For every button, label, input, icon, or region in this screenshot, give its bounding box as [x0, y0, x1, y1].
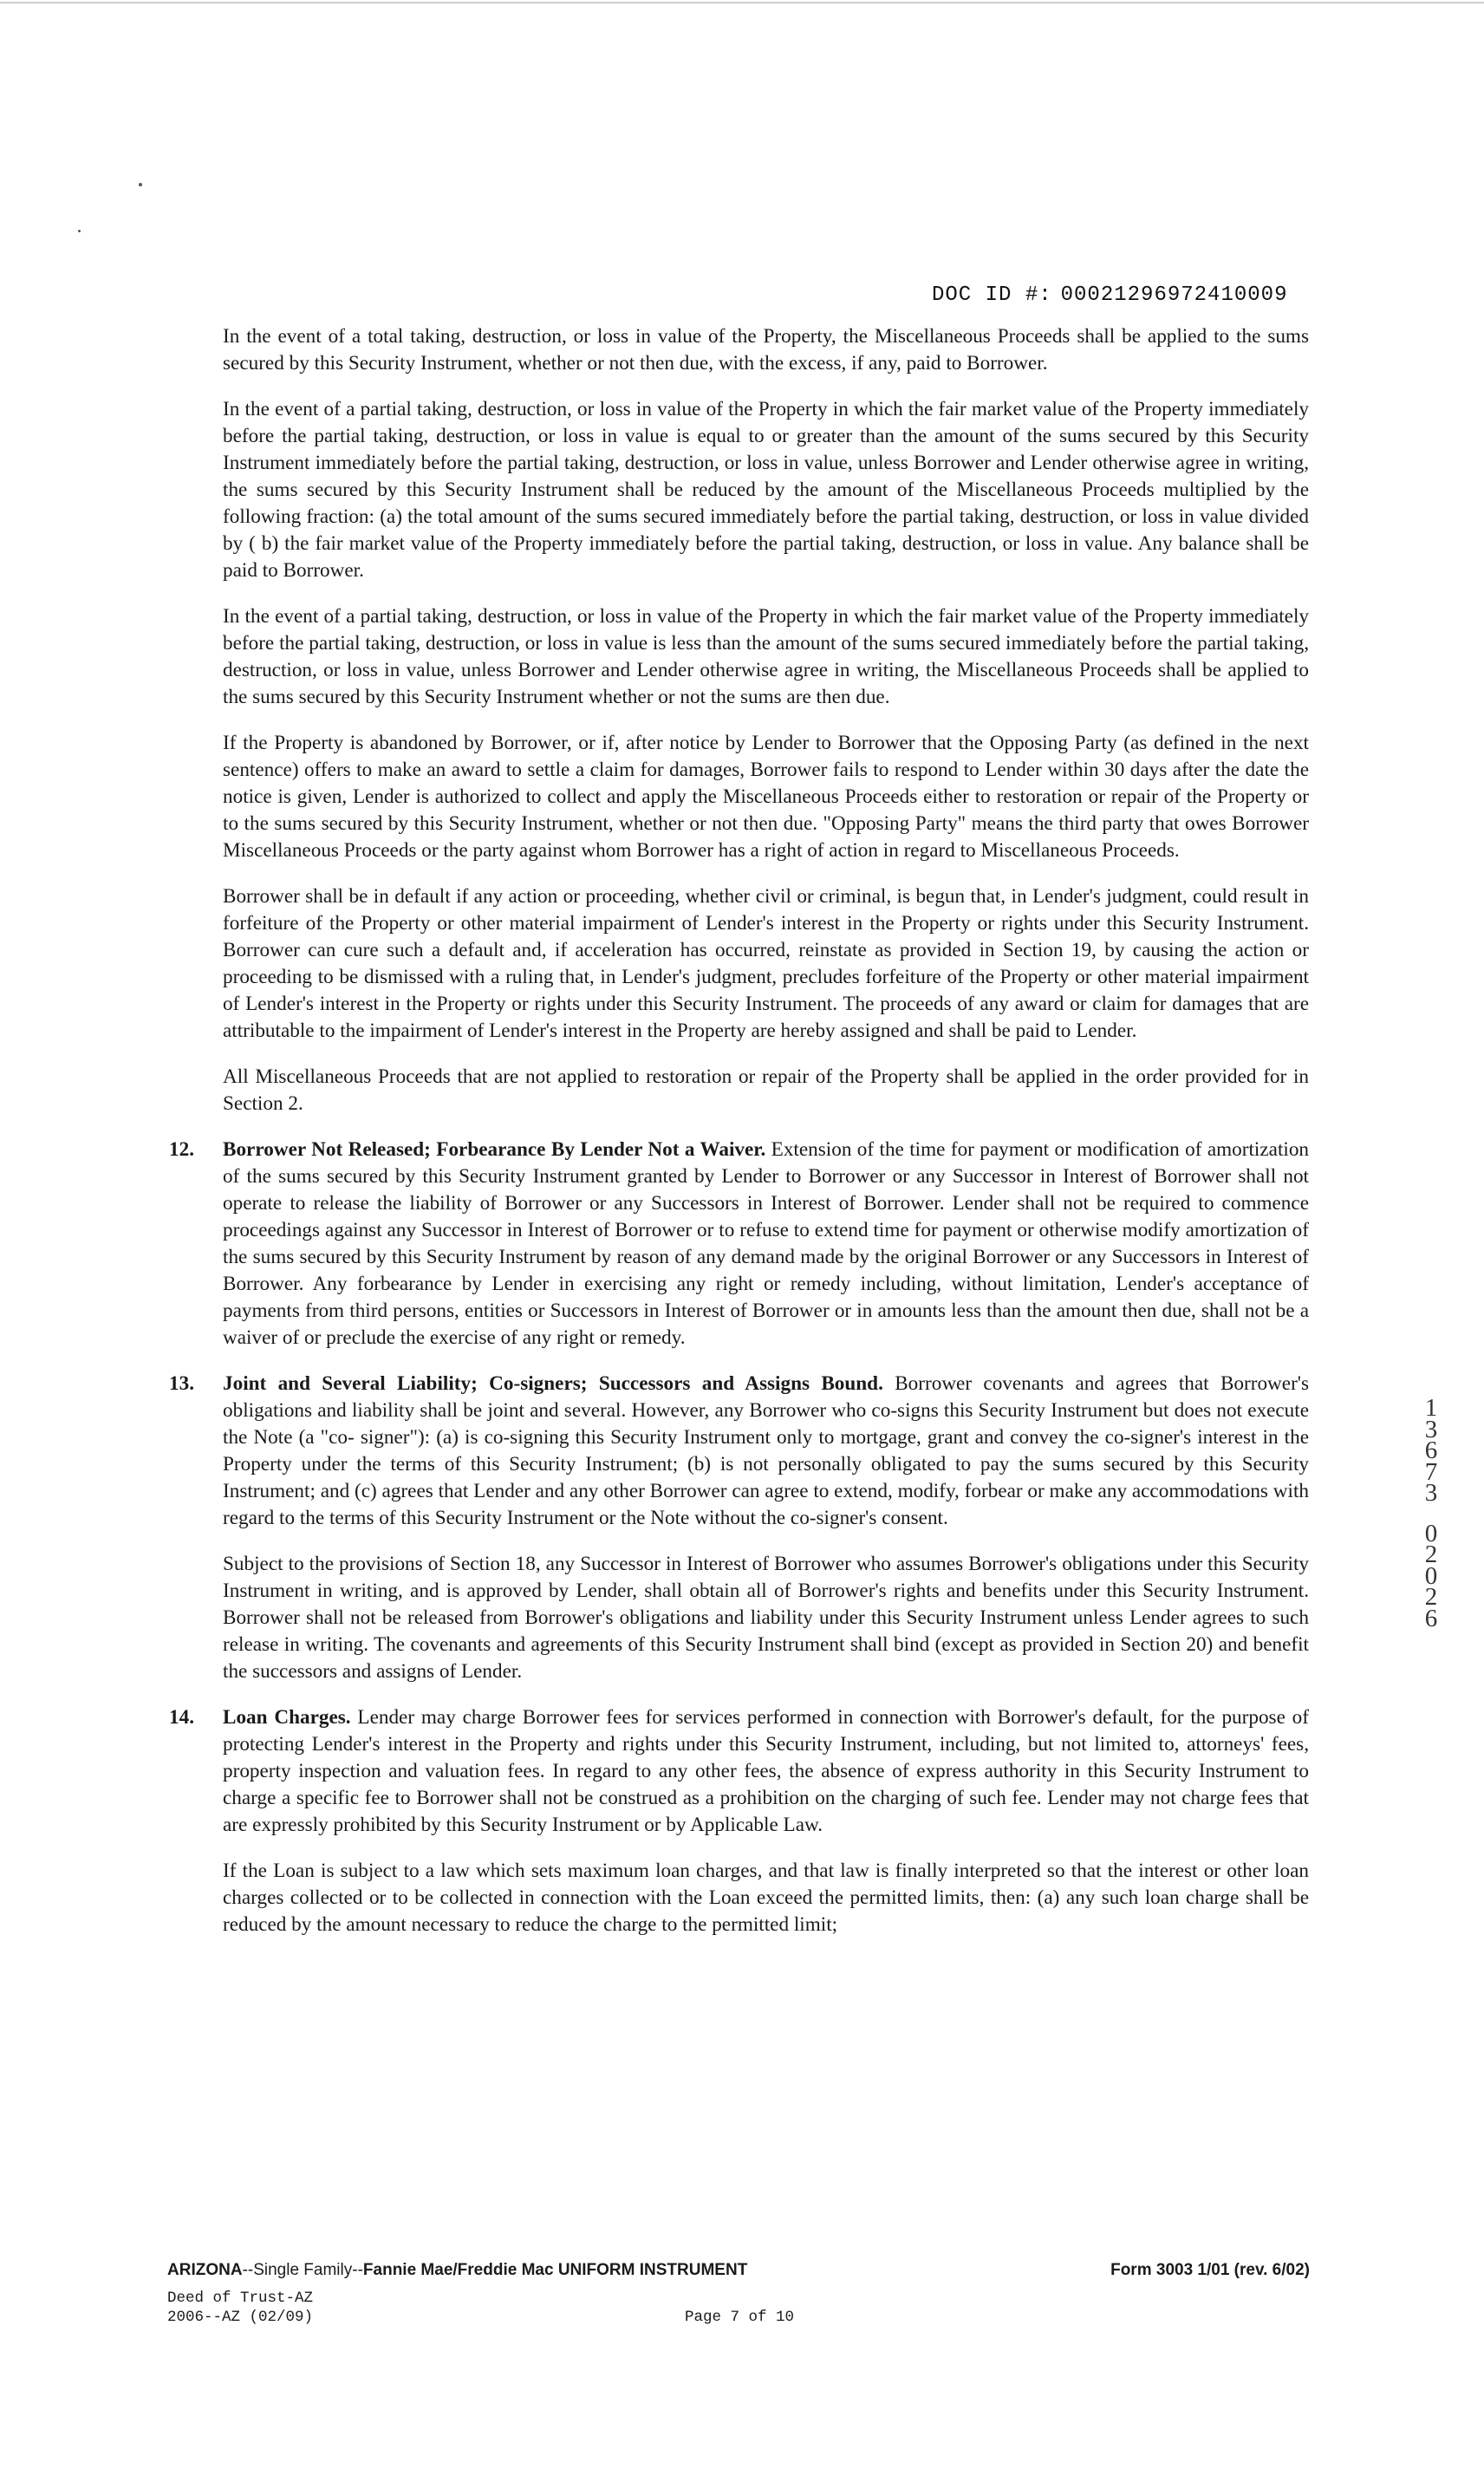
section-12-text: Extension of the time for payment or modification of amortization of the sums secured by this Security Instrument granted by Lender to Borrower or any Successor in Interest of Borrower shall not operate to release the liability of Borrower or any Successors in Interest of Borrower. Lender shall not be required to commence proceedings against any Successor in Interest of Borrower or to refuse to extend time for payment or otherwise modify amortization of the sums secured by this Security Instrument by reason of any demand made by the original Borrower or any Successors in Interest of Borrower. Any forbearance by Lender in exercising any right or remedy including, without limitation, Lender's acceptance of payments from third persons, entities or Successors in Interest of Borrower or in amounts less than the amount then due, shall not be a waiver of or preclude the exercise of any right or remedy. [223, 1138, 1310, 1349]
footer-instrument-row [167, 2261, 1310, 2280]
section-13-text: Borrower covenants and agrees that Borrower's obligations and liability shall be joint and several. However, any Borrower who co-signs this Security Instrument but does not execute the Note (a "co- signer"): (a) is co-signing this Security Instrument only to mortgage, grant and convey the co-signer's interest in the Property under the terms of this Security Instrument; (b) is not personally obligated to pay the sums secured by this Security Instrument; and (c) agrees that Lender and any other Borrower can agree to extend, modify, forbear or make any accommodations with regard to the terms of this Security Instrument or the Note without the co-signer's consent. [223, 1372, 1310, 1529]
side-record-stamp [1418, 1394, 1444, 1632]
doc-id-label: DOC ID #: [932, 283, 1052, 307]
footer-separator: --Single Family-- [242, 2261, 363, 2279]
section-12-title: Borrower Not Released; Forbearance By Lender Not a Waiver. [223, 1138, 766, 1161]
scan-edge-line [0, 2, 1484, 3]
section-14 [169, 1704, 1309, 1839]
footer-doc-code: 2006--AZ (02/09) [167, 2309, 314, 2326]
doc-id-value: 00021296972410009 [1060, 283, 1288, 307]
document-body [169, 323, 1310, 1958]
paragraph-default-action: Borrower shall be in default if any action or proceeding, whether civil or criminal, is begun that, in Lender's judgment, could result in forfeiture of the Property or other material impairment of Lender's interest in the Property or rights under this Security Instrument. Borrower can cure such a default and, if acceleration has occurred, reinstate as provided in Section 19, by causing the action or proceeding to be dismissed with a ruling that, in Lender's judgment, precludes forfeiture of the Property or other material impairment of Lender's interest in the Property or rights under this Security Instrument. The proceeds of any award or claim for damages that are attributable to the impairment of Lender's interest in the Property are hereby assigned and shall be paid to Lender. [223, 885, 1309, 1042]
scan-speck [139, 183, 142, 186]
section-12-number: 12. [169, 1138, 194, 1161]
footer-page-number: Page 7 of 10 [685, 2309, 795, 2326]
footer-state: ARIZONA [167, 2261, 243, 2279]
section-14-title: Loan Charges. [223, 1706, 351, 1729]
footer-form-number: Form 3003 1/01 (rev. 6/02) [1110, 2261, 1310, 2279]
paragraph-total-taking: In the event of a total taking, destruction, or loss in value of the Property, the Miscellaneous Proceeds shall be applied to the sums secured by this Security Instrument, whether or not then due, with the excess, if any, paid to Borrower. [223, 325, 1309, 375]
paragraph-partial-taking-less: In the event of a partial taking, destruction, or loss in value of the Property in which the fair market value of the Property immediately before the partial taking, destruction, or loss in value is less than the amount of the sums secured immediately before the partial taking, destruction, or loss in value, unless Borrower and Lender otherwise agree in writing, the Miscellaneous Proceeds shall be applied to the sums secured by this Security Instrument whether or not the sums are then due. [223, 605, 1309, 708]
footer-instrument: Fannie Mae/Freddie Mac UNIFORM INSTRUMENT [362, 2261, 748, 2279]
section-13-number: 13. [169, 1372, 194, 1395]
paragraph-partial-taking-greater: In the event of a partial taking, destruction, or loss in value of the Property in which the fair market value of the Property immediately before the partial taking, destruction, or loss in value is equal to or greater than the amount of the sums secured by this Security Instrument immediately before the partial taking, destruction, or loss in value, unless Borrower and Lender otherwise agree in writing, the sums secured by this Security Instrument shall be reduced by the amount of the Miscellaneous Proceeds multiplied by the following fraction: (a) the total amount of the sums secured immediately before the partial taking, destruction, or loss in value divided by ( b) the fair market value of the Property immediately before the partial taking, destruction, or loss in value. Any balance shall be paid to Borrower. [223, 398, 1309, 582]
stamp-char: 2 [1424, 1541, 1438, 1568]
stamp-char: 6 [1424, 1436, 1438, 1464]
stamp-char: 7 [1424, 1457, 1438, 1486]
doc-id-header [932, 283, 1287, 307]
paragraph-abandoned-property: If the Property is abandoned by Borrower, or if, after notice by Lender to Borrower that the Opposing Party (as defined in the next sentence) offers to make an award to settle a claim for damages, Borrower fails to respond to Lender within 30 days after the date the notice is given, Lender is authorized to collect and apply the Miscellaneous Proceeds either to restoration or repair of the Property or to the sums secured by this Security Instrument, whether or not then due. "Opposing Party" means the third party that owes Borrower Miscellaneous Proceeds or the party against whom Borrower has a right of action in regard to Miscellaneous Proceeds. [223, 732, 1309, 862]
stamp-char: 6 [1424, 1604, 1438, 1632]
stamp-char: 0 [1424, 1519, 1438, 1547]
section-14-paragraph-2: If the Loan is subject to a law which sets maximum loan charges, and that law is finally interpreted so that the interest or other loan charges collected or to be collected in connection with the Loan exceed the permitted limits, then: (a) any such loan charge shall be reduced by the amount necessary to reduce the charge to the permitted limit; [223, 1860, 1309, 1936]
section-14-number: 14. [169, 1706, 194, 1729]
section-14-text: Lender may charge Borrower fees for services performed in connection with Borrower's default, for the purpose of protecting Lender's interest in the Property and rights under this Security Instrument, including, but not limited to, attorneys' fees, property inspection and valuation fees. In regard to any other fees, the absence of express authority in this Security Instrument to charge a specific fee to Borrower shall not be construed as a prohibition on the charging of such fee. Lender may not charge fees that are expressly prohibited by this Security Instrument or by Applicable Law. [223, 1706, 1309, 1836]
footer-instrument-title [167, 2261, 747, 2280]
scan-speck [78, 230, 81, 232]
section-13-title: Joint and Several Liability; Co-signers; Successors and Assigns Bound. [223, 1372, 883, 1395]
stamp-char: 3 [1424, 1415, 1438, 1443]
stamp-char: 0 [1424, 1561, 1438, 1590]
footer-doc-type: Deed of Trust-AZ [167, 2290, 314, 2307]
section-12 [169, 1137, 1310, 1352]
stamp-char: 1 [1424, 1394, 1438, 1422]
stamp-char: 3 [1424, 1479, 1438, 1507]
section-13 [169, 1371, 1310, 1532]
page-footer [167, 2261, 1310, 2327]
paragraph-misc-proceeds: All Miscellaneous Proceeds that are not applied to restoration or repair of the Property shall be applied in the order provided for in Section 2. [223, 1065, 1309, 1115]
stamp-char: 2 [1424, 1583, 1438, 1611]
section-13-paragraph-2: Subject to the provisions of Section 18, any Successor in Interest of Borrower who assumes Borrower's obligations under this Security Instrument in writing, and is approved by Lender, shall obtain all of Borrower's rights and benefits under this Security Instrument. Borrower shall not be released from Borrower's obligations and liability under this Security Instrument unless Lender agrees to such release in writing. The covenants and agreements of this Security Instrument shall bind (except as provided in Section 20) and benefit the successors and assigns of Lender. [223, 1553, 1309, 1683]
